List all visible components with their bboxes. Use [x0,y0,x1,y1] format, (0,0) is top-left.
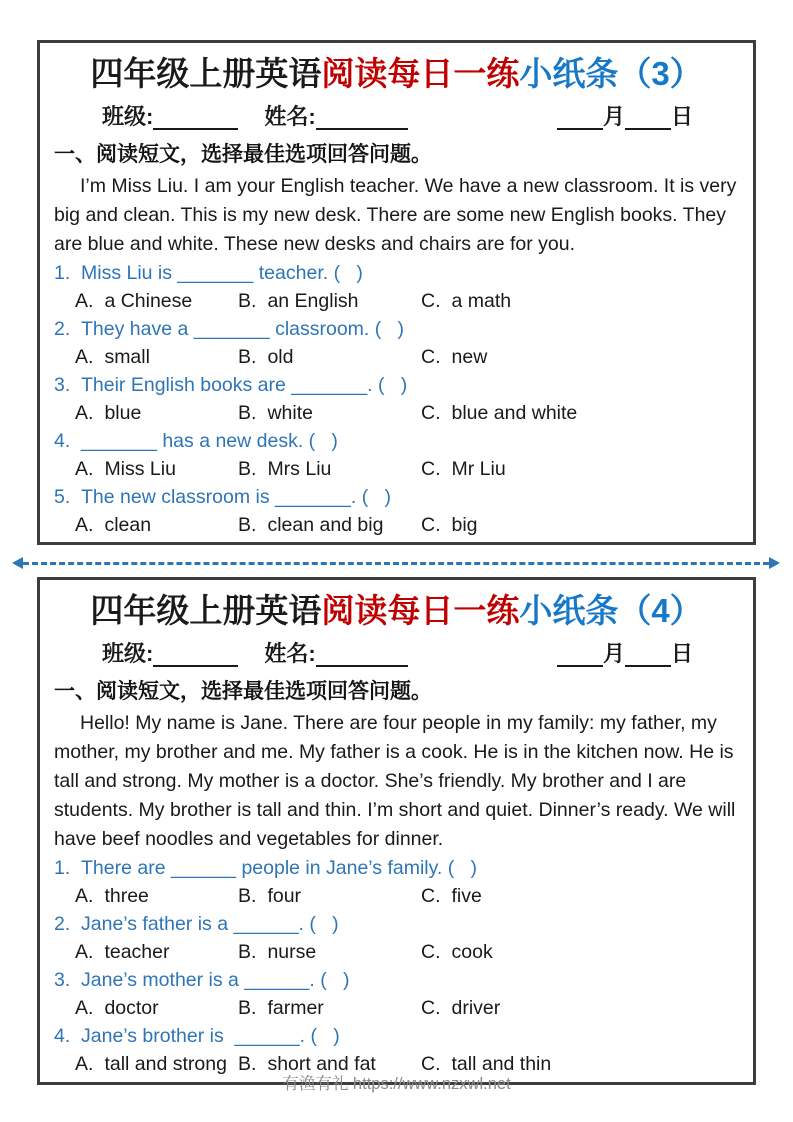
options-row [54,511,739,539]
question-stem [54,315,739,343]
title-practice-part: 阅读每日一练 [321,55,520,92]
option-text: small [104,346,150,368]
question-text: _______ has a new desk. ( ) [81,430,338,452]
question-number: 5. [54,486,71,508]
question-number: 3. [54,969,71,991]
option-letter: B. [238,941,257,963]
question-number: 3. [54,374,71,396]
question-stem [54,910,739,938]
option-letter: C. [421,458,441,480]
option-text: blue [104,402,142,424]
month-blank-line [557,107,603,130]
class-blank-line [153,644,238,667]
question-number: 4. [54,430,71,452]
option-letter: A. [75,346,94,368]
option-letter: B. [238,1053,257,1075]
class-field [102,640,238,667]
option-text: teacher [104,941,170,963]
date-field [557,640,693,667]
question-text: The new classroom is _______. ( ) [81,486,391,508]
option-text: a math [451,290,512,312]
options-row [54,882,739,910]
question-stem [54,483,739,511]
option-a [75,455,238,483]
page-title [54,54,739,94]
question-text: Jane’s brother is ______. ( ) [81,1025,340,1047]
option-a [75,287,238,315]
option-c [421,882,739,910]
day-label: 日 [670,104,693,129]
option-a [75,994,238,1022]
option-text: clean [104,514,152,536]
month-blank-line [557,644,603,667]
option-text: old [267,346,294,368]
day-label: 日 [670,641,693,666]
worksheet-slip-3 [37,40,756,545]
question-number: 1. [54,857,71,879]
name-label: 姓名: [264,641,316,666]
title-slip-number: 小纸条（3） [519,55,703,92]
option-text: nurse [267,941,317,963]
option-text: four [267,885,302,907]
option-a [75,343,238,371]
option-c [421,343,739,371]
name-label: 姓名: [264,104,316,129]
reading-passage: I’m Miss Liu. I am your English teacher. We have a new classroom. It is very big and clean. This is my new desk. There are some new English books. They are blue and white. These new desks and chairs are for you. [54,175,737,255]
question-stem [54,966,739,994]
option-text: Miss Liu [104,458,176,480]
option-text: big [451,514,478,536]
class-label: 班级: [102,641,154,666]
day-blank-line [625,107,671,130]
options-row [54,287,739,315]
option-b [238,882,421,910]
question-text: They have a _______ classroom. ( ) [81,318,404,340]
question-stem [54,854,739,882]
options-row [54,455,739,483]
question-stem [54,259,739,287]
option-text: tall and thin [451,1053,552,1075]
option-letter: C. [421,997,441,1019]
question-3 [54,966,739,1022]
option-text: cook [451,941,493,963]
option-a [75,938,238,966]
question-text: Their English books are _______. ( ) [81,374,408,396]
page-divider [12,556,780,570]
header-fields [54,103,739,130]
option-letter: A. [75,402,94,424]
question-number: 2. [54,318,71,340]
question-number: 2. [54,913,71,935]
option-letter: C. [421,402,441,424]
option-text: white [267,402,313,424]
option-letter: B. [238,458,257,480]
question-stem [54,371,739,399]
option-text: tall and strong [104,1053,227,1075]
option-letter: C. [421,1053,441,1075]
option-letter: B. [238,290,257,312]
option-letter: B. [238,402,257,424]
question-stem [54,1022,739,1050]
day-blank-line [625,644,671,667]
section-heading: 一、阅读短文，选择最佳选项回答问题。 [54,680,432,703]
question-4 [54,427,739,483]
option-text: three [104,885,149,907]
arrow-left-icon [12,557,23,569]
options-row [54,343,739,371]
name-field [264,103,407,130]
option-text: clean and big [267,514,384,536]
option-c [421,455,739,483]
options-row [54,399,739,427]
option-letter: A. [75,885,94,907]
option-text: a Chinese [104,290,193,312]
reading-passage: Hello! My name is Jane. There are four people in my family: my father, my mother, my brother and me. My father is a cook. He is in the kitchen now. He is tall and strong. My mother is a doctor. She’s friendly. My brother and I are students. My brother is tall and thin. I’m short and quiet. Dinner’s ready. We will have beef noodles and vegetables for dinner. [54,712,736,850]
class-blank-line [153,107,238,130]
option-letter: C. [421,346,441,368]
option-letter: C. [421,290,441,312]
options-row [54,994,739,1022]
option-letter: C. [421,885,441,907]
option-text: an English [267,290,359,312]
option-b [238,287,421,315]
page-title [54,591,739,631]
title-slip-number: 小纸条（4） [519,592,703,629]
section-heading: 一、阅读短文，选择最佳选项回答问题。 [54,143,432,166]
question-3 [54,371,739,427]
question-text: Miss Liu is _______ teacher. ( ) [81,262,363,284]
name-blank-line [316,644,408,667]
option-b [238,511,421,539]
title-practice-part: 阅读每日一练 [321,592,520,629]
option-b [238,343,421,371]
question-number: 1. [54,262,71,284]
month-label: 月 [602,104,625,129]
question-text: There are ______ people in Jane’s family. ( ) [81,857,477,879]
question-text: Jane’s father is a ______. ( ) [81,913,339,935]
option-letter: A. [75,290,94,312]
worksheet-slip-4 [37,577,756,1085]
option-c [421,399,739,427]
option-b [238,399,421,427]
dashed-cut-line [23,562,769,565]
header-fields [54,640,739,667]
option-a [75,882,238,910]
month-label: 月 [602,641,625,666]
option-letter: A. [75,997,94,1019]
question-stem [54,427,739,455]
option-letter: C. [421,514,441,536]
option-letter: C. [421,941,441,963]
question-2 [54,315,739,371]
title-grade-part: 四年级上册英语 [90,592,322,629]
option-b [238,938,421,966]
question-1 [54,259,739,315]
option-text: five [451,885,482,907]
title-grade-part: 四年级上册英语 [90,55,322,92]
option-text: doctor [104,997,159,1019]
name-field [264,640,407,667]
option-letter: B. [238,997,257,1019]
option-text: short and fat [267,1053,376,1075]
arrow-right-icon [769,557,780,569]
option-c [421,511,739,539]
option-letter: A. [75,458,94,480]
class-label: 班级: [102,104,154,129]
option-c [421,994,739,1022]
option-letter: A. [75,941,94,963]
option-letter: A. [75,514,94,536]
option-c [421,938,739,966]
question-1 [54,854,739,910]
name-blank-line [316,107,408,130]
date-field [557,103,693,130]
option-letter: B. [238,346,257,368]
question-text: Jane’s mother is a ______. ( ) [81,969,350,991]
class-field [102,103,238,130]
option-text: Mr Liu [451,458,506,480]
option-text: driver [451,997,501,1019]
question-5 [54,483,739,539]
option-b [238,455,421,483]
question-2 [54,910,739,966]
question-number: 4. [54,1025,71,1047]
option-letter: B. [238,514,257,536]
option-text: Mrs Liu [267,458,332,480]
option-a [75,511,238,539]
option-b [238,994,421,1022]
watermark-text: 有渔有礼 https://www.nzxwl.net [282,1075,511,1093]
option-text: farmer [267,997,324,1019]
option-text: blue and white [451,402,578,424]
option-letter: A. [75,1053,94,1075]
option-letter: B. [238,885,257,907]
option-c [421,287,739,315]
option-text: new [451,346,488,368]
options-row [54,938,739,966]
option-a [75,399,238,427]
